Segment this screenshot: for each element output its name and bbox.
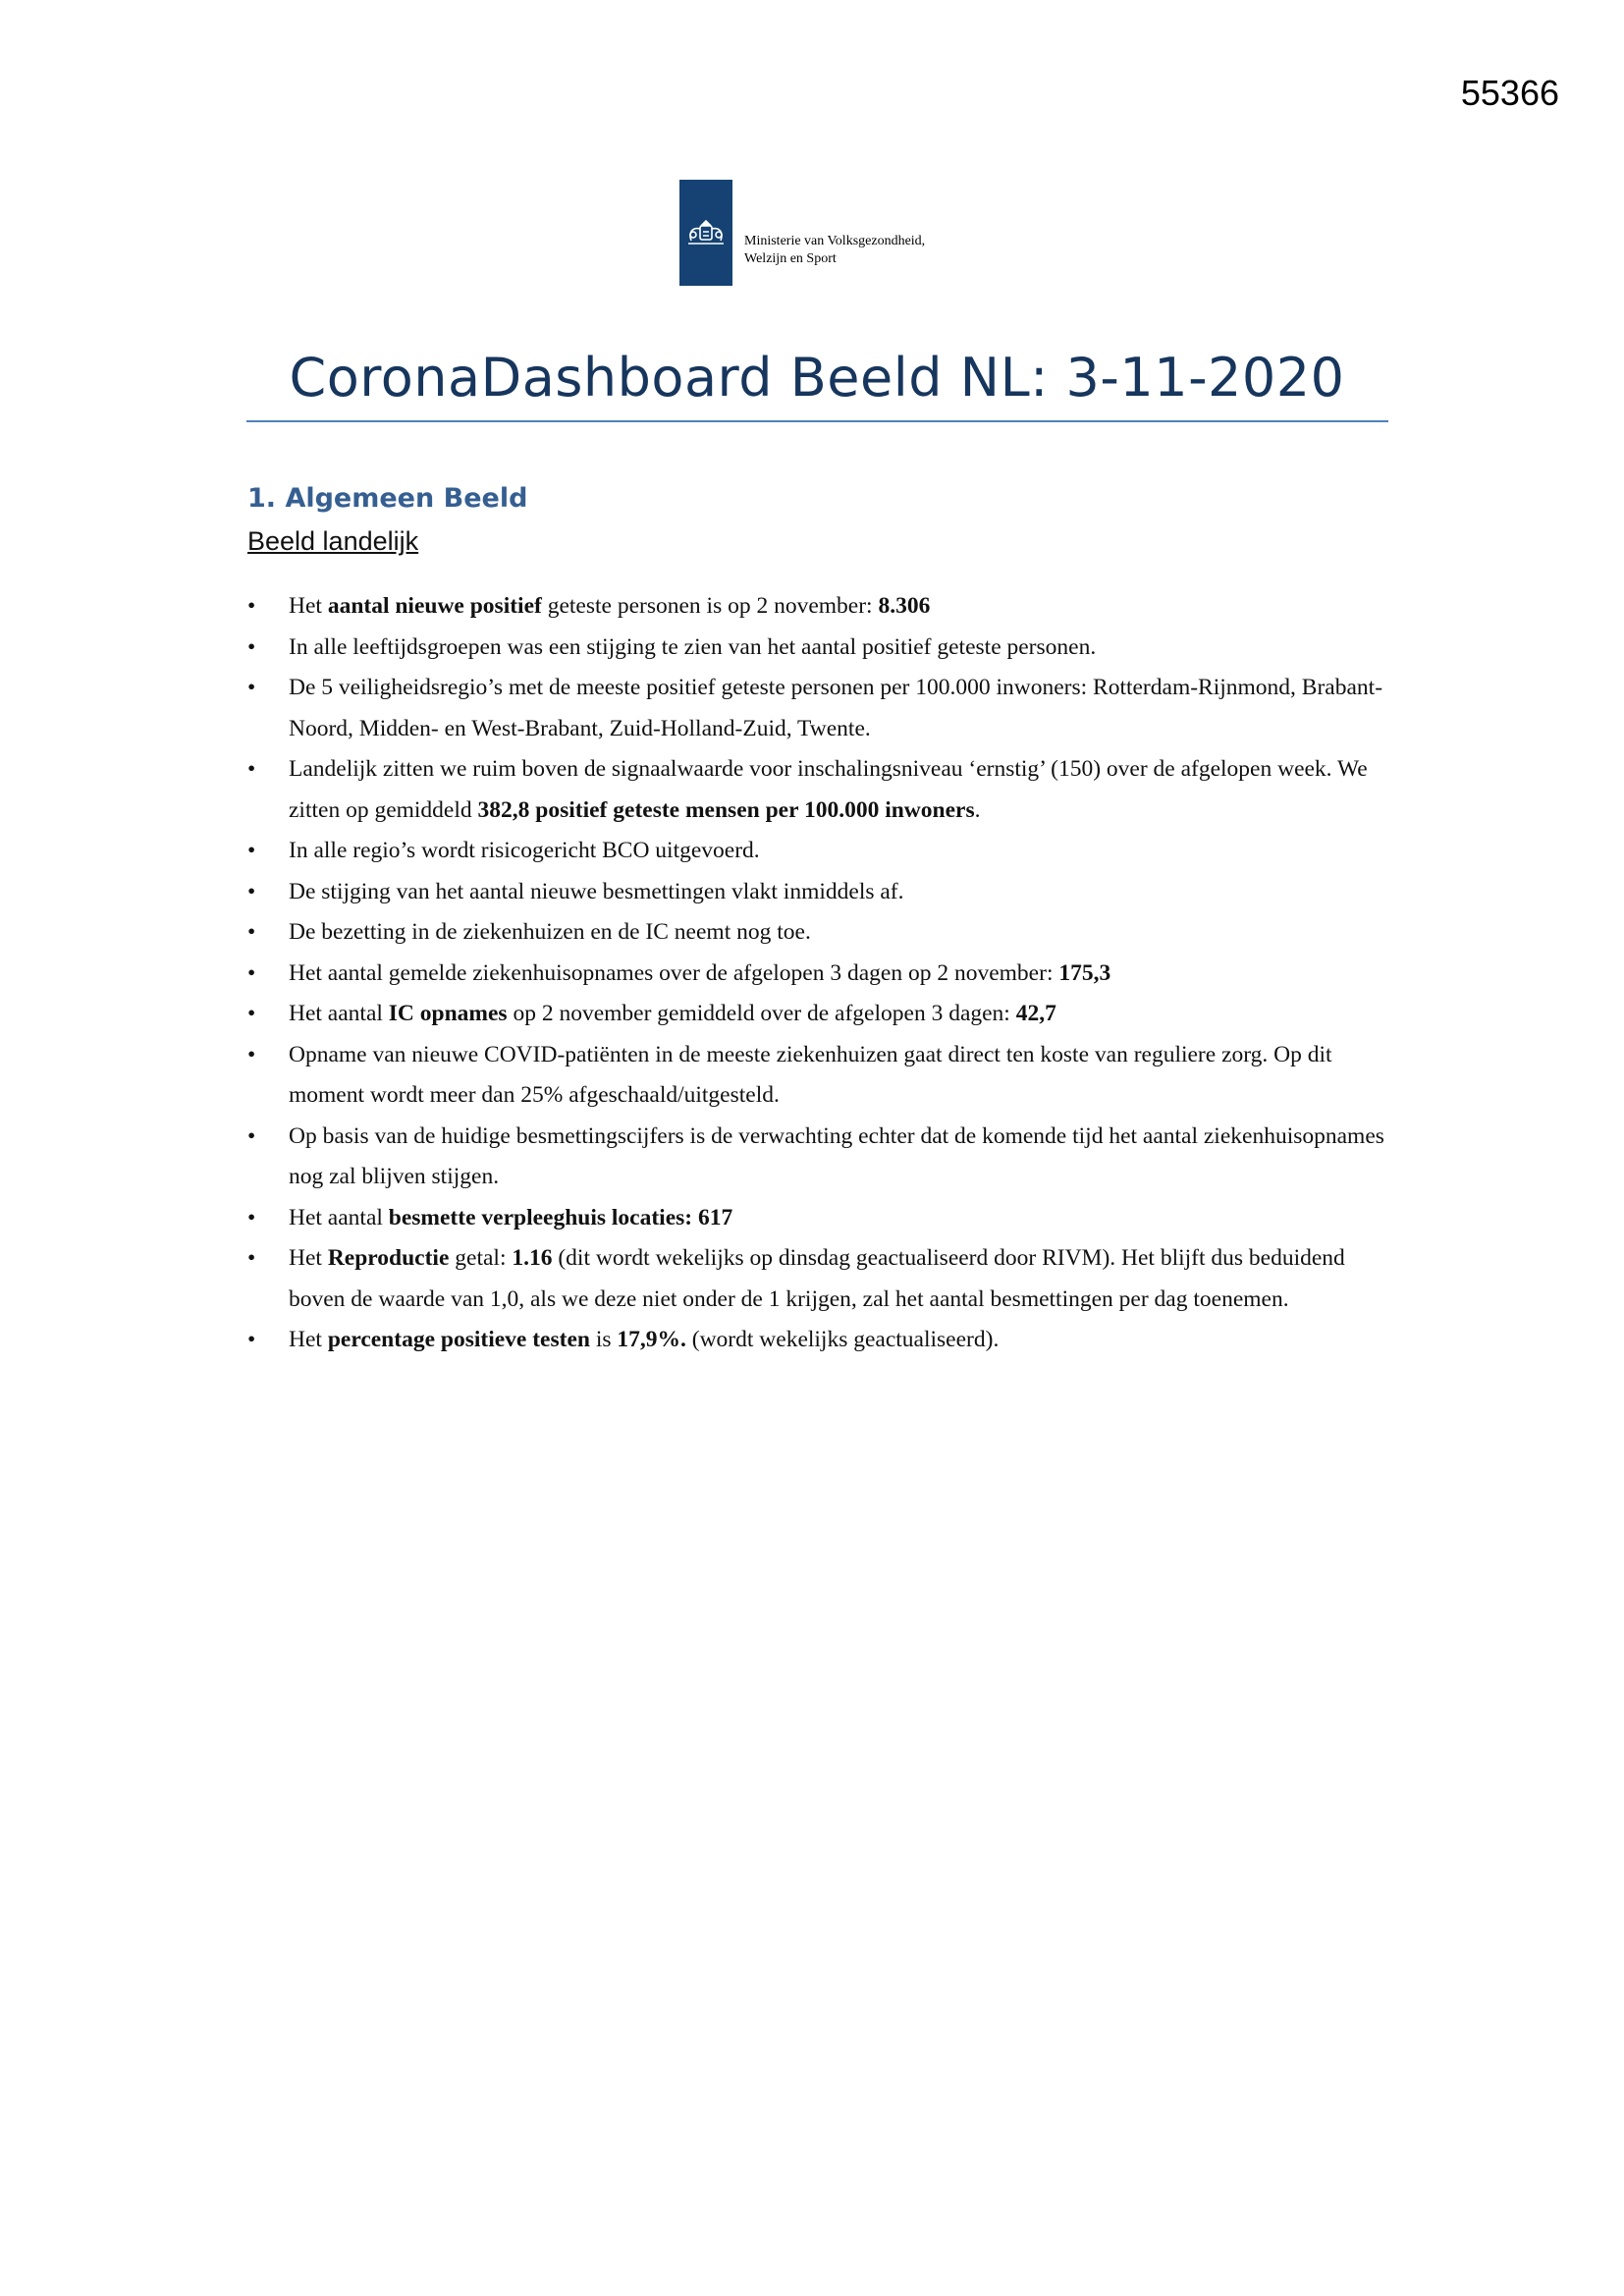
list-item: • Het aantal IC opnames op 2 november gemiddeld over de afgelopen 3 dagen: 42,7 — [247, 994, 1396, 1035]
bullet-icon: • — [247, 633, 256, 660]
bullet-icon: • — [247, 593, 256, 619]
bullet-icon: • — [247, 838, 256, 863]
logo-bar — [679, 180, 732, 286]
bullet-icon: • — [247, 1041, 256, 1067]
bullet-icon: • — [247, 1327, 256, 1352]
section-subheading: Beeld landelijk — [247, 526, 419, 556]
document-number: 55366 — [1460, 73, 1559, 113]
list-item: • Op basis van de huidige besmettingscijfers is de verwachting echter dat de komende tijd het aantal ziekenhuisopnames nog zal blijven stijgen. — [247, 1117, 1396, 1198]
bullet-icon: • — [247, 756, 256, 782]
bullet-icon: • — [247, 1122, 256, 1149]
logo-text-line2: Welzijn en Sport — [744, 251, 837, 266]
ministry-logo — [679, 180, 925, 286]
bullet-icon: • — [247, 675, 256, 700]
list-item: • Het Reproductie getal: 1.16 (dit wordt wekelijks op dinsdag geactualiseerd door RIVM). Het blijft dus beduidend boven de waarde van 1,0, als we deze niet onder de 1 krijgen, zal het aantal besmettingen per dag toenemen. — [247, 1238, 1396, 1320]
bullet-icon: • — [247, 1204, 256, 1230]
list-item: • Opname van nieuwe COVID-patiënten in de meeste ziekenhuizen gaat direct ten koste van reguliere zorg. Op dit moment wordt meer dan 25% afgeschaald/uitgesteld. — [247, 1035, 1396, 1117]
list-item: • Het aantal gemelde ziekenhuisopnames over de afgelopen 3 dagen op 2 november: 175,3 — [247, 954, 1396, 995]
list-item: • In alle regio’s wordt risicogericht BCO uitgevoerd. — [247, 831, 1396, 872]
list-item: • De bezetting in de ziekenhuizen en de IC neemt nog toe. — [247, 912, 1396, 954]
bullet-icon: • — [247, 878, 256, 904]
title-underline — [246, 420, 1388, 422]
page-title: CoronaDashboard Beeld NL: 3-11-2020 — [289, 347, 1345, 409]
logo-text — [744, 233, 925, 268]
coat-of-arms-icon — [682, 219, 730, 248]
list-item: • Het aantal besmette verpleeghuis locaties: 617 — [247, 1198, 1396, 1239]
list-item: • In alle leeftijdsgroepen was een stijging te zien van het aantal positief geteste personen. — [247, 628, 1396, 669]
list-item: • Het aantal nieuwe positief geteste personen is op 2 november: 8.306 — [247, 586, 1396, 628]
list-item: • De 5 veiligheidsregio’s met de meeste positief geteste personen per 100.000 inwoners: Rotterdam-Rijnmond, Brabant-Noord, Midden- en West-Brabant, Zuid-Holland-Zuid, Twente. — [247, 668, 1396, 749]
logo-text-line1: Ministerie van Volksgezondheid, — [744, 234, 926, 248]
bullet-icon: • — [247, 919, 256, 945]
bullet-list — [247, 586, 1396, 1361]
list-item: • De stijging van het aantal nieuwe besmettingen vlakt inmiddels af. — [247, 872, 1396, 913]
list-item: • Landelijk zitten we ruim boven de signaalwaarde voor inschalingsniveau ‘ernstig’ (150) over de afgelopen week. We zitten op gemiddeld 382,8 positief geteste mensen per 100.000 inwoners. — [247, 749, 1396, 831]
bullet-icon: • — [247, 1001, 256, 1026]
bullet-icon: • — [247, 959, 256, 986]
section-heading: 1. Algemeen Beeld — [247, 483, 528, 514]
list-item: • Het percentage positieve testen is 17,9%. (wordt wekelijks geactualiseerd). — [247, 1320, 1396, 1361]
bullet-icon: • — [247, 1245, 256, 1271]
